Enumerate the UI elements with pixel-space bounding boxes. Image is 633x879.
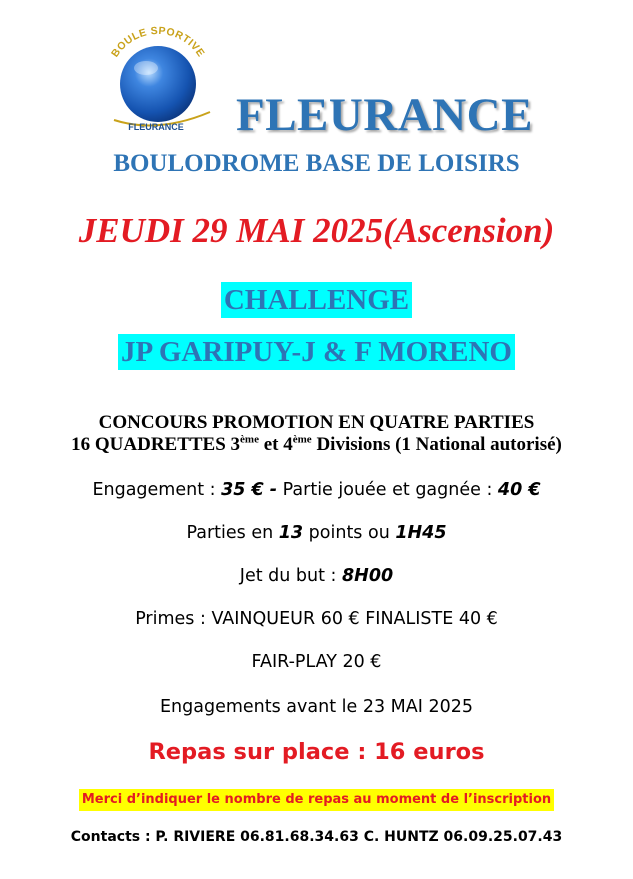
prizes-line: Primes : VAINQUEUR 60 € FINALISTE 40 € [135, 609, 498, 629]
fairplay-line: FAIR-PLAY 20 € [251, 652, 382, 672]
venue-title: BOULODROME BASE DE LOISIRS [113, 150, 520, 177]
challenge-line-2 [0, 334, 633, 370]
games-line: Parties en 13 points ou 1H45 [186, 523, 447, 543]
meal-note-line [0, 789, 633, 811]
logo-arc-text: BOULE SPORTIVE [109, 24, 207, 60]
challenge-label: CHALLENGE [221, 282, 412, 318]
club-logo [98, 24, 218, 136]
town-title: FLEURANCE [236, 89, 533, 141]
challenge-line-1 [0, 282, 633, 318]
event-date: JEUDI 29 MAI 2025(Ascension) [78, 211, 555, 250]
competition-title: CONCOURS PROMOTION EN QUATRE PARTIES [98, 412, 535, 433]
challenge-names: JP GARIPUY-J & F MORENO [118, 334, 515, 370]
deadline-line: Engagements avant le 23 MAI 2025 [160, 697, 473, 717]
competition-rules [0, 412, 633, 456]
competition-teams: 16 QUADRETTES 3ème et 4ème Divisions (1 National autorisé) [71, 433, 562, 455]
start-line: Jet du but : 8H00 [239, 566, 394, 586]
boule-ball-icon [120, 46, 196, 122]
contacts-line: Contacts : P. RIVIERE 06.81.68.34.63 C. HUNTZ 06.09.25.07.43 [70, 829, 563, 845]
meal-note: Merci d’indiquer le nombre de repas au moment de l’inscription [79, 789, 554, 811]
logo-bottom-text: FLEURANCE [128, 122, 184, 132]
fee-line: Engagement : 35 € - Partie jouée et gagnée : 40 € [92, 480, 541, 500]
meal-line: Repas sur place : 16 euros [148, 739, 485, 765]
